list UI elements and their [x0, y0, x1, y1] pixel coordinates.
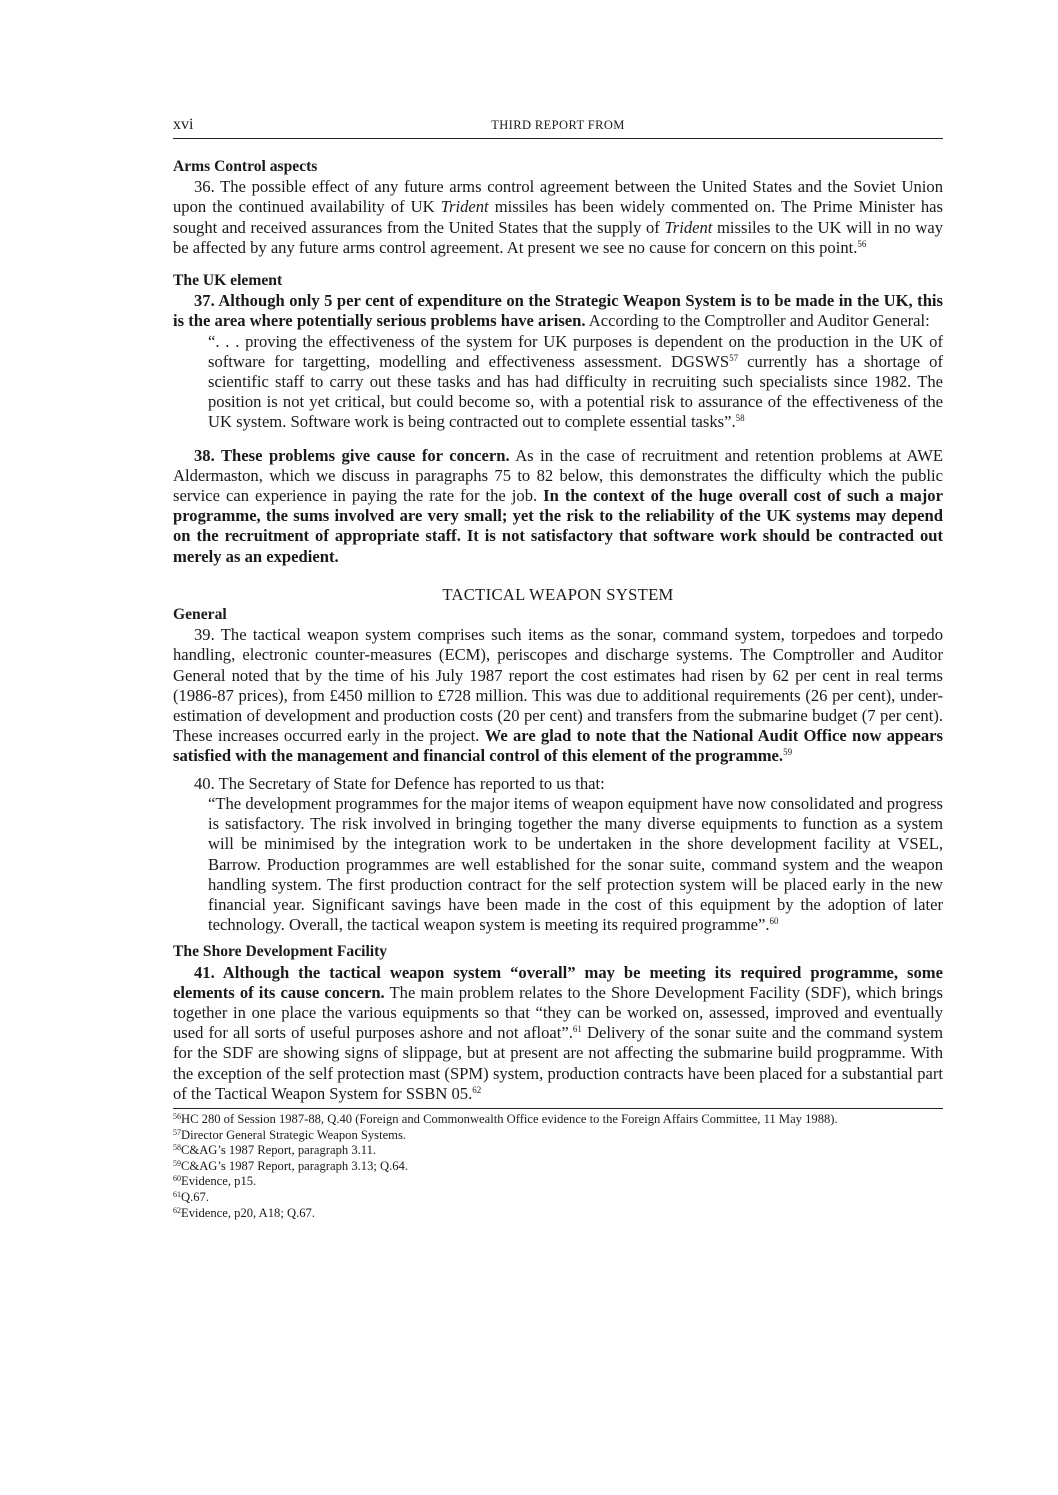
paragraph-41: 41. Although the tactical weapon system “overall” may be meeting its required programme, some elements of its cause concern. The main problem relates to the Shore Development Facility (SDF), which brings together in one place the various equipments so that “they can be worked on, assessed, improved and eventually used for all sorts of useful purposes ashore and not afloat”.$^{61}$ Delivery of the sonar suite and the command system for the SDF are showing signs of slippage, but at present are not affecting the submarine build progpramme. With the exception of the self protection mast (SPM) system, production contracts have been placed for a substantial part of the Tactical Weapon System for SSBN 05.62	[173, 962, 944, 1103]
running-title: THIRD REPORT FROM	[491, 118, 625, 132]
quote-secretary-of-state: “The development programmes for the major items of weapon equipment have now consolidated and progress is satisfactory. The risk involved in bringing together the many diverse equipments to function as a system will be minimised by the integration work to be undertaken in the shore development facility at VSEL, Barrow. Production programmes are well established for the sonar suite, command system and the weapon handling system. The first production contract for the self protection system will be placed early in the new financial year. Significant savings have been made in the cost of this equipment by the adoption of later technology. Overall, the tactical weapon system is meeting its required programme”.$^{60}$	[208, 793, 943, 935]
paragraph-38: 38. These problems give cause for concern. As in the case of recruitment and retention problems at AWE Aldermaston, which we discuss in paragraphs 75 to 82 below, this demonstrates the difficulty which the public service can experience in paying the rate for the job. In the context of the huge overall cost of such a major programme, the sums involved are very small; yet the risk to the reliability of the UK systems may depend on the recruitment of appropriate staff. It is not satisfactory that software work should be contracted out merely as an expedient.	[173, 445, 943, 566]
paragraph-40: 40. The Secretary of State for Defence has reported to us that:	[194, 773, 605, 793]
heading-arms-control: Arms Control aspects	[173, 158, 318, 175]
heading-general: General	[173, 606, 227, 624]
heading-uk-element: The UK element	[173, 272, 283, 290]
paragraph-36: 36. The possible effect of any future arms control agreement between the United States and the Soviet Union upon the continued availability of UK Trident missiles has been widely commented on. The Prime Minister has sought and received assurances from the United States that the supply of Trident missiles to the UK will in no way be affected by any future arms control agreement. At present we see no cause for concern on this point.$^{56}$	[173, 177, 943, 257]
footnote-ref-59: 59	[783, 747, 793, 758]
paragraph-37: 37. Although only 5 per cent of expenditure on the Strategic Weapon System is to be made in the UK, this is the area where potentially serious problems have arisen. According to the Comptroller and Auditor General:	[173, 291, 943, 331]
footnote-58: $^{58}$C&AG’s 1987 Report, paragraph 3.11.	[173, 1143, 377, 1158]
footnote-60: $^{60}$Evidence, p15.	[173, 1174, 257, 1189]
footnote-ref-57: 57	[729, 352, 739, 363]
footnote-62: $^{62}$Evidence, p20, A18; Q.67.	[173, 1205, 315, 1220]
report-body	[173, 139, 943, 1104]
footnote-ref-61: 61	[572, 1024, 582, 1035]
quote-comptroller: “. . . proving the effectiveness of the system for UK purposes is dependent on the production in the UK of software for targetting, modelling and effectiveness assessment. DGSWS$^{57}$ currently has a shortage of scientific staff to carry out these tasks and has had difficulty in recruiting such specialists since 1982. The position is not yet critical, but could become so, with a potential risk to assurance of the effectiveness of the UK system. Software work is being contracted out to complete essential tasks”.$^{58}$	[208, 331, 943, 432]
paragraph-39: 39. The tactical weapon system comprises such items as the sonar, command system, torpedoes and torpedo handling, electronic counter-measures (ECM), periscopes and discharge systems. The Comptroller and Auditor General noted that by the time of his July 1987 report the cost estimates had risen by 62 per cent in real terms (1986-87 prices), from £450 million to £728 million. This was due to additional requirements (26 per cent), under-estimation of development and production costs (20 per cent) and transfers from the submarine budget (7 per cent). These increases occurred early in the project. We are glad to note that the National Audit Office now appears satisfied with the management and financial control of this element of the programme.$^{59}$	[173, 625, 943, 766]
report-page	[173, 112, 943, 1221]
footnote-rule	[173, 1108, 943, 1109]
footnote-ref-56: 56	[857, 238, 867, 249]
page-number: xvi	[173, 116, 194, 133]
running-header	[173, 112, 943, 136]
heading-shore-development: The Shore Development Facility	[173, 943, 388, 961]
section-title-tactical: TACTICAL WEAPON SYSTEM	[442, 584, 674, 604]
footnotes	[173, 1112, 943, 1221]
footnote-57: $^{57}$Director General Strategic Weapon Systems.	[173, 1127, 407, 1142]
footnote-56: $^{56}$HC 280 of Session 1987-88, Q.40 (Foreign and Commonwealth Office evidence to the Foreign Affairs Committee, 11 May 1988).	[173, 1111, 838, 1126]
footnote-59: $^{59}$C&AG’s 1987 Report, paragraph 3.13; Q.64.	[173, 1158, 409, 1173]
footnote-ref-60: 60	[769, 916, 779, 927]
footnote-ref-62: 62	[472, 1084, 482, 1095]
footnote-61: $^{61}$Q.67.	[173, 1189, 209, 1204]
footnote-ref-58: 58	[735, 413, 745, 424]
